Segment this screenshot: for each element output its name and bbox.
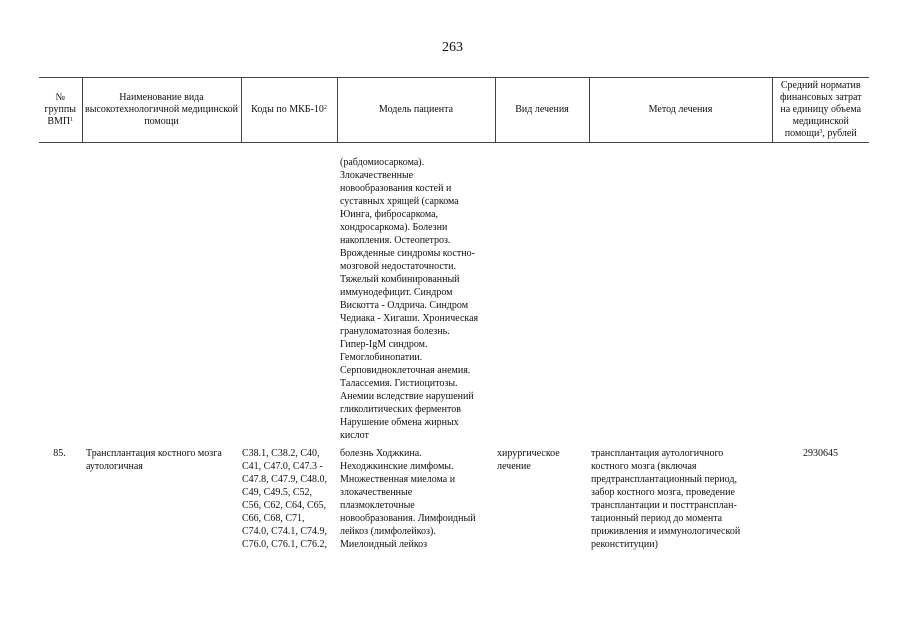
header-patient-model: Модель пациента [337,78,495,143]
row2-icd-codes: C38.1, C38.2, C40, C41, C47.0, C47.3 - C47.8, C47.9, C48.0, C49, C49.5, C52, C56, C62, C64, C65, C66, C68, C71, C74.0, C74.1, C74.9, C76.0, C76.1, C76.2, [242,448,328,550]
page-number: 263 [442,40,463,55]
header-icd-codes: Коды по МКБ-$10^2$ [241,78,337,143]
header-group-no: № группы ВМП$^1$ [39,78,82,143]
header-treatment-method: Метод лечения [589,78,772,143]
table-header [39,77,869,143]
header-care-name: Наименование вида высокотехнологичной медицинской помощи [82,78,241,143]
row2-group-no: 85. [53,448,66,459]
row1-patient-model: (рабдомиосаркома). Злокачественные новообразования костей и суставных хрящей (саркома Юинга, фибросаркома, хондросаркома). Болезни накопления. Остеопетроз. Врожденные синдромы костно- мозговой недостаточности. Тяжелый комбинированный иммунодефицит. Синдром Вискотта - Олдрича. Синдром Чедиака - Хигаши. Хроническая грануломатозная болезнь. Гипер-IgM синдром. Гемоглобинопатии. Серповидноклеточная анемия. Талассемия. Гистиоцитозы. Анемии вследствие нарушений гликолитических ферментов Нарушение обмена жирных кислот [340,157,479,441]
header-treatment-kind: Вид лечения [495,78,589,143]
row2-care-name: Трансплантация костного мозга аутологичная [86,448,222,472]
row2-cost-norm: 2930645 [803,448,838,459]
row2-patient-model: болезнь Ходжкина. Неходжкинские лимфомы. Множественная миелома и злокачественные плазмоклеточные новообразования. Лимфоидный лейкоз (лимфолейкоз). Миелоидный лейкоз [340,448,476,550]
row2-treatment-method: трансплантация аутологичного костного мозга (включая предтрансплантационный период, забор костного мозга, проведение трансплантации и посттрансплан- тационный период до момента приживления и иммунологической реконституции) [591,448,741,550]
row2-treatment-kind: хирургическое лечение [497,448,560,472]
header-cost-norm: Средний норматив финансовых затрат на единицу объема медицинской помощи$^3$, рублей [772,78,869,143]
